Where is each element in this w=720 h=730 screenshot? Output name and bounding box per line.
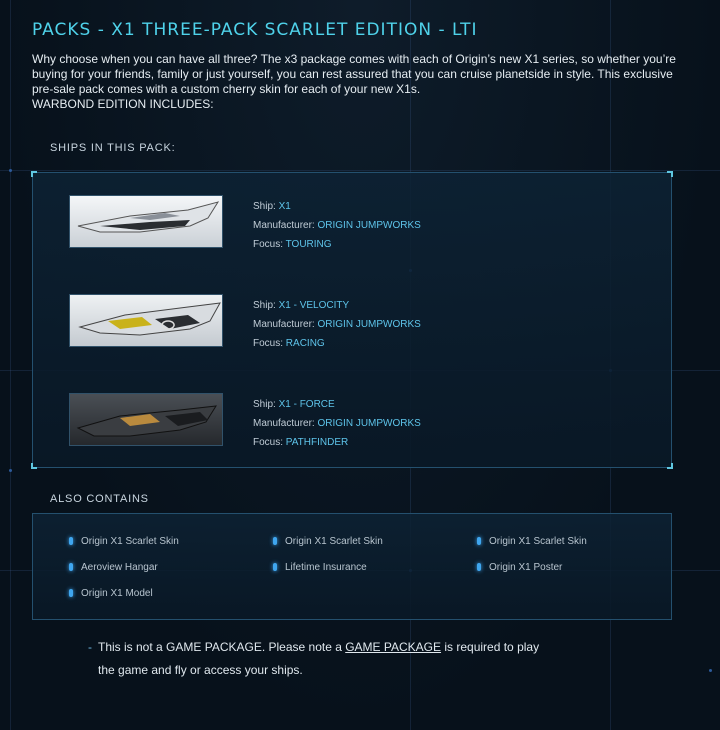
notice-dash: - xyxy=(88,640,92,654)
ship-manufacturer[interactable]: ORIGIN JUMPWORKS xyxy=(317,220,421,231)
description-text: Why choose when you can have all three? The x3 package comes with each of Origin’s new X1 series, so whether you’re buying for your friends, family or just yourself, you can rest assured that you can cruise planetside in style. This exclusive pre-sale pack comes with a custom cherry skin for each of your new X1s. xyxy=(32,52,676,96)
ships-panel xyxy=(32,172,672,468)
contains-item xyxy=(477,536,587,547)
ship-details xyxy=(253,395,421,452)
bullet-icon xyxy=(69,589,73,597)
ships-section-label: SHIPS IN THIS PACK: xyxy=(50,142,176,154)
contains-item xyxy=(69,562,158,573)
game-package-notice xyxy=(88,636,539,682)
contains-item-label: Origin X1 Scarlet Skin xyxy=(489,536,587,547)
grid-dot xyxy=(9,169,12,172)
grid-line xyxy=(0,170,720,171)
ship-name[interactable]: X1 - FORCE xyxy=(278,399,335,410)
focus-label: Focus: xyxy=(253,239,286,250)
panel-corner xyxy=(31,463,37,469)
notice-text: This is not a GAME PACKAGE. Please note a xyxy=(98,640,346,654)
ship-name-line xyxy=(253,296,421,315)
bullet-icon xyxy=(69,563,73,571)
ship-manufacturer[interactable]: ORIGIN JUMPWORKS xyxy=(317,418,421,429)
bullet-icon xyxy=(273,563,277,571)
ship-manufacturer[interactable]: ORIGIN JUMPWORKS xyxy=(317,319,421,330)
warbond-line: WARBOND EDITION INCLUDES: xyxy=(32,97,214,111)
contains-item-label: Lifetime Insurance xyxy=(285,562,367,573)
ship-details xyxy=(253,197,421,254)
ship-row xyxy=(69,195,629,251)
ship-label: Ship: xyxy=(253,201,279,212)
ship-row xyxy=(69,294,629,350)
notice-text-after: is required to play xyxy=(441,640,540,654)
manufacturer-line xyxy=(253,315,421,334)
contains-item xyxy=(69,536,179,547)
contains-item-label: Origin X1 Model xyxy=(81,588,153,599)
bullet-icon xyxy=(273,537,277,545)
notice-line-1 xyxy=(88,636,539,659)
ship-row xyxy=(69,393,629,449)
contains-item xyxy=(273,536,383,547)
ship-name[interactable]: X1 - VELOCITY xyxy=(278,300,350,311)
bullet-icon xyxy=(477,563,481,571)
manufacturer-label: Manufacturer: xyxy=(253,220,318,231)
contains-item-label: Origin X1 Poster xyxy=(489,562,563,573)
focus-line xyxy=(253,235,421,254)
ship-name-line xyxy=(253,395,421,414)
ship-name-line xyxy=(253,197,421,216)
manufacturer-line xyxy=(253,216,421,235)
focus-label: Focus: xyxy=(253,437,286,448)
grid-line xyxy=(10,0,11,730)
game-package-link[interactable]: GAME PACKAGE xyxy=(345,640,442,654)
x1-velocity-ship-image[interactable] xyxy=(69,294,223,347)
panel-corner xyxy=(667,171,673,177)
ship-focus: PATHFINDER xyxy=(285,437,349,448)
focus-label: Focus: xyxy=(253,338,286,349)
grid-dot xyxy=(9,469,12,472)
page-title: PACKS - X1 THREE-PACK SCARLET EDITION - LTI xyxy=(32,20,478,40)
panel-corner xyxy=(31,171,37,177)
bullet-icon xyxy=(69,537,73,545)
x1-ship-image[interactable] xyxy=(69,195,223,248)
manufacturer-label: Manufacturer: xyxy=(253,418,318,429)
contains-item-label: Origin X1 Scarlet Skin xyxy=(285,536,383,547)
notice-line-2: the game and fly or access your ships. xyxy=(98,663,303,677)
contains-item-label: Origin X1 Scarlet Skin xyxy=(81,536,179,547)
ship-label: Ship: xyxy=(253,300,279,311)
x1-force-ship-image[interactable] xyxy=(69,393,223,446)
ship-focus: TOURING xyxy=(285,239,332,250)
panel-corner xyxy=(667,463,673,469)
contains-item xyxy=(273,562,367,573)
manufacturer-line xyxy=(253,414,421,433)
ship-focus: RACING xyxy=(285,338,325,349)
focus-line xyxy=(253,433,421,452)
ship-name[interactable]: X1 xyxy=(278,201,291,212)
ship-details xyxy=(253,296,421,353)
contains-item-label: Aeroview Hangar xyxy=(81,562,158,573)
ship-label: Ship: xyxy=(253,399,279,410)
also-contains-label: ALSO CONTAINS xyxy=(50,493,149,505)
also-contains-panel xyxy=(32,513,672,620)
manufacturer-label: Manufacturer: xyxy=(253,319,318,330)
bullet-icon xyxy=(477,537,481,545)
contains-item xyxy=(69,588,153,599)
grid-dot xyxy=(709,669,712,672)
contains-item xyxy=(477,562,562,573)
pack-description xyxy=(32,52,692,112)
focus-line xyxy=(253,334,421,353)
